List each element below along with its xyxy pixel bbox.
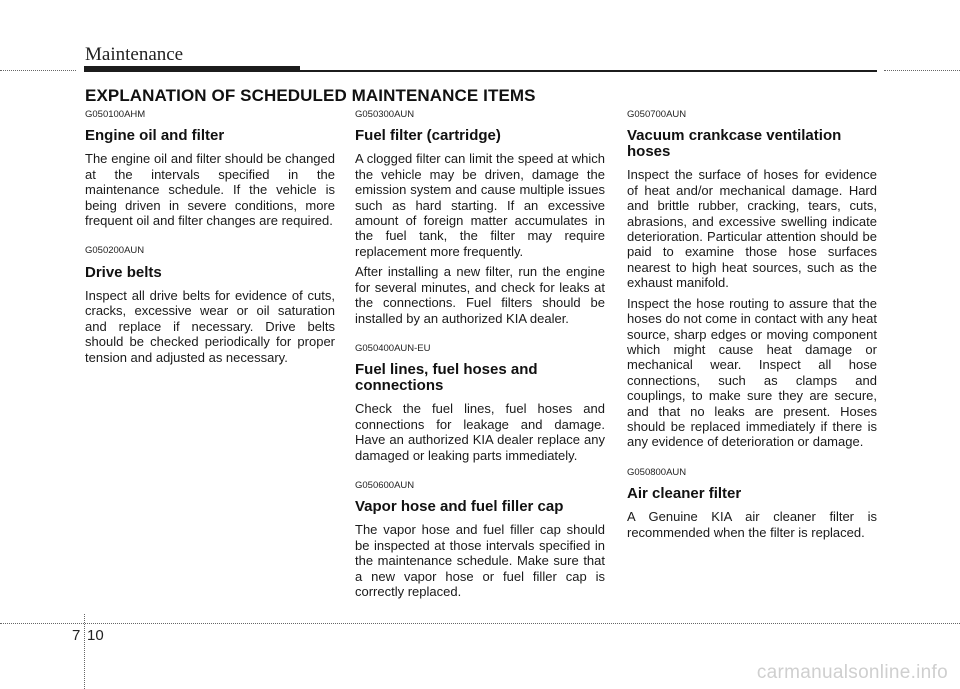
footer-rule (0, 623, 960, 624)
item-title: Engine oil and filter (85, 127, 225, 145)
item-title: Fuel lines, fuel hoses and connections (355, 361, 538, 395)
item-fuel-lines (355, 344, 605, 463)
item-vacuum-crankcase (627, 110, 877, 450)
column-3 (627, 110, 877, 558)
watermark: carmanualsonline.info (756, 662, 948, 683)
item-code: G050700AUN (627, 109, 687, 120)
chapter-number: 7 (72, 627, 81, 644)
item-code: G050200AUN (85, 245, 145, 257)
item-paragraph: After installing a new filter, run the engine for several minutes, and check for leaks at the connections. Fuel filters should be installed by an authorized KIA dealer. (355, 264, 605, 326)
item-code: G050100AHM (85, 109, 146, 120)
item-title: Air cleaner filter (627, 485, 742, 503)
item-fuel-filter (355, 110, 605, 326)
item-code: G050800AUN (627, 466, 687, 478)
item-drive-belts (85, 246, 335, 364)
header-rule-thick (84, 66, 300, 72)
item-code: G050400AUN-EU (355, 342, 431, 354)
crop-mark-right (884, 70, 960, 71)
item-air-cleaner (627, 468, 877, 540)
item-title: Vacuum crankcase ventilation hoses (627, 127, 842, 161)
item-paragraph: Check the fuel lines, fuel hoses and connections for leakage and damage. Have an authorized KIA dealer replace any damaged or leaking parts immediately. (355, 401, 605, 463)
item-paragraph: The vapor hose and fuel filler cap should be inspected at those intervals specified in the maintenance schedule. Make sure that a new vapor hose or fuel filler cap is correctly replaced. (355, 522, 605, 600)
item-paragraph: The engine oil and filter should be changed at the intervals specified in the maintenance schedule. If the vehicle is being driven in severe conditions, more frequent oil and filter changes are required. (85, 151, 335, 229)
item-title: Drive belts (85, 263, 162, 281)
item-paragraph: Inspect the surface of hoses for evidence of heat and/or mechanical damage. Hard and brittle rubber, cracking, tears, cuts, abrasions, and excessive swelling indicate deterioration. Particular attention should be paid to examine those hose surfaces nearest to high heat sources, such as the exhaust manifold. (627, 167, 877, 291)
item-code: G050600AUN (355, 479, 415, 491)
item-code: G050300AUN (355, 109, 415, 120)
item-vapor-hose (355, 481, 605, 599)
item-title: Fuel filter (cartridge) (355, 127, 501, 145)
item-paragraph: A clogged filter can limit the speed at which the vehicle may be driven, damage the emission system and cause multiple issues such as hard starting. If an excessive amount of foreign matter accumulates in the fuel tank, the filter may require replacement more frequently. (355, 151, 605, 259)
item-engine-oil (85, 110, 335, 228)
page-number: 10 (87, 627, 104, 644)
item-paragraph: A Genuine KIA air cleaner filter is recommended when the filter is replaced. (627, 509, 877, 540)
item-paragraph: Inspect the hose routing to assure that the hoses do not come in contact with any heat source, sharp edges or moving component which might cause heat damage or mechanical wear. Inspect all hose connections, such as clamps and couplings, to make sure they are secure, and that no leaks are present. Hoses should be replaced immediately if there is any evidence of deterioration or damage. (627, 295, 877, 450)
item-title: Vapor hose and fuel filler cap (355, 498, 564, 516)
chapter-title: Maintenance (85, 44, 184, 65)
column-1 (85, 110, 335, 383)
section-title: EXPLANATION OF SCHEDULED MAINTENANCE ITEMS (85, 86, 536, 105)
header-rule-thin (300, 70, 877, 72)
footer-divider (84, 614, 85, 689)
item-paragraph: Inspect all drive belts for evidence of cuts, cracks, excessive wear or oil saturation and replace if necessary. Drive belts should be checked periodically for proper tension and adjusted as necessary. (85, 287, 335, 365)
crop-mark-left (0, 70, 76, 71)
column-2 (355, 110, 605, 617)
